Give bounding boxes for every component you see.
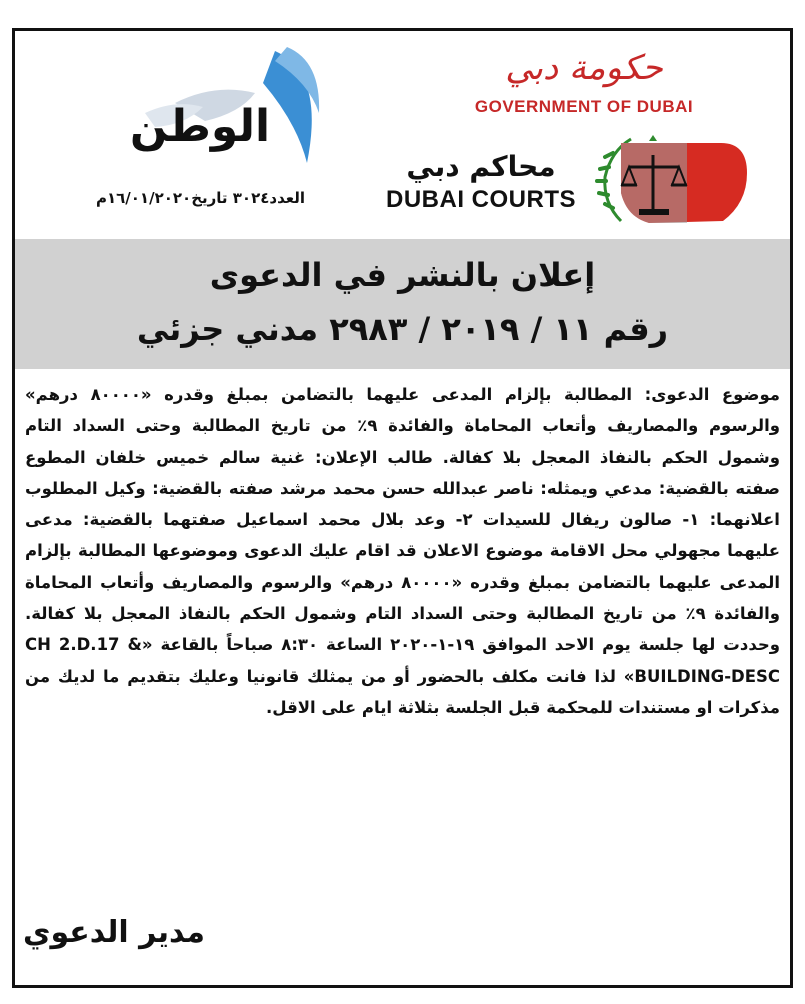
notice-frame (12, 28, 793, 988)
newspaper-name: الوطن (129, 101, 271, 152)
dubai-courts-wordmark (379, 149, 583, 215)
government-name-english: GOVERNMENT OF DUBAI (474, 97, 694, 116)
title-band (15, 239, 790, 369)
case-number: رقم ١١ / ٢٠١٩ / ٢٩٨٣ مدني جزئي (136, 310, 669, 348)
courts-name-arabic: محاكم دبي (406, 150, 556, 183)
government-of-dubai-logo (464, 45, 704, 117)
issue-number-date: العدد٣٠٢٤ تاريخ١٦/٠١/٢٠٢٠م (95, 189, 305, 207)
notice-title: إعلان بالنشر في الدعوى (209, 256, 596, 294)
header (15, 31, 790, 236)
newspaper-masthead (25, 43, 325, 233)
notice-body: موضوع الدعوى: المطالبة بإلزام المدعى عليهما بالتضامن بمبلغ وقدره «٨٠٠٠٠ درهم» والرسوم والمصاريف وأتعاب المحاماة والفائدة ٩٪ من تاريخ المطالبة وحتى السداد التام وشمول الحكم بالنفاذ المعجل بلا كفالة. طالب الإعلان: غنية سالم خميس خلفان المطوع صفته بالقضية: مدعي ويمثله: ناصر عبدالله حسن محمد مرشد صفته بالقضية: وكيل المطلوب اعلانهما: ١- صالون ريفال للسيدات ٢- وعد بلال محمد اسماعيل صفتهما بالقضية: مدعى عليهما مجهولي محل الاقامة موضوع الاعلان قد اقام عليك الدعوى وموضوعها المطالبة بإلزام المدعى عليهما بالتضامن بمبلغ وقدره «٨٠٠٠٠ درهم» والرسوم والمصاريف وأتعاب المحاماة والفائدة ٩٪ من تاريخ المطالبة وحتى السداد التام وشمول الحكم بالنفاذ المعجل بلا كفالة. وحددت لها جلسة يوم الاحد الموافق ١٩-١-٢٠٢٠ الساعة ٨:٣٠ صباحاً بالقاعة «CH 2.D.17 & BUILDING-DESC» لذا فانت مكلف بالحضور أو من يمثلك قانونيا وعليك بتقديم ما لديك من مذكرات او مستندات للمحكمة قبل الجلسة بثلاثة ايام على الاقل. (25, 385, 781, 717)
signature: مدير الدعوي (23, 915, 205, 950)
dubai-courts-emblem (591, 133, 749, 229)
government-name-arabic: حكومة دبي (505, 48, 663, 88)
courts-name-english: DUBAI COURTS (386, 186, 576, 213)
